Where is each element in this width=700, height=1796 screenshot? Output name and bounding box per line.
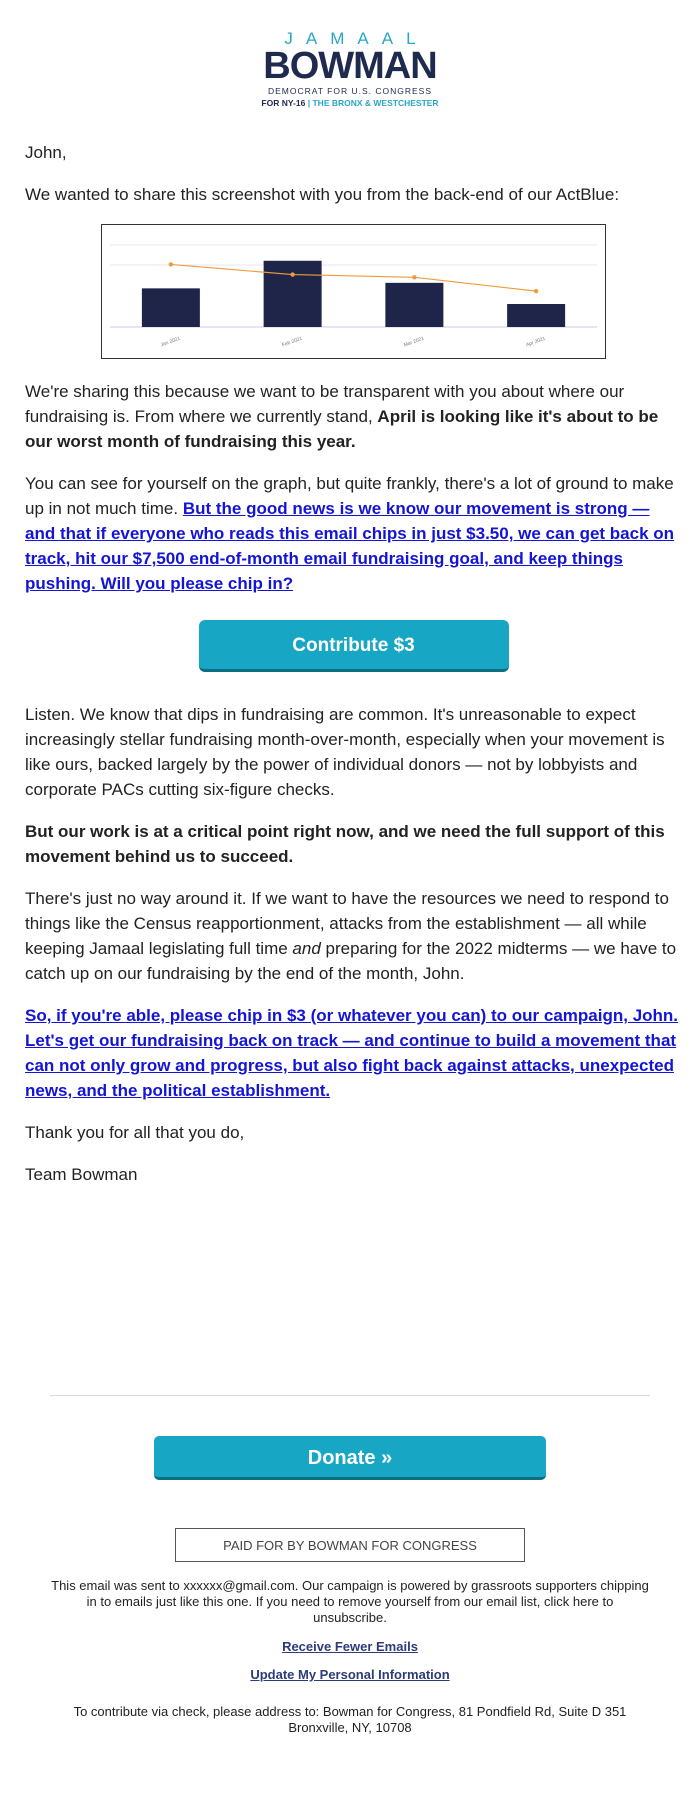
chart-bar	[507, 304, 565, 327]
intro-paragraph: We wanted to share this screenshot with you from the back-end of our ActBlue:	[25, 185, 620, 204]
chart-line-point	[412, 275, 416, 279]
email-footer	[0, 1395, 700, 1736]
closing-thanks: Thank you for all that you do,	[25, 1123, 245, 1142]
greeting: John,	[25, 143, 67, 162]
logo-district-a: FOR NY-16	[261, 97, 306, 108]
chart-bar	[264, 261, 322, 327]
paid-for-wrap	[0, 1528, 700, 1562]
chart-bar	[385, 283, 443, 327]
logo-first-name: JAMAAL	[284, 29, 429, 48]
paragraph-resources-em: and	[292, 939, 321, 958]
chart-bar	[142, 288, 200, 327]
signature: Team Bowman	[25, 1165, 138, 1184]
logo-district-sep: |	[307, 97, 311, 108]
chart-line-point	[534, 289, 538, 293]
chip-in-campaign-link[interactable]: So, if you're able, please chip in $3 (or whatever you can) to our campaign, John. Let's get our fundraising back on track — and continue to build a movement that can not only grow and progress, but also fight back against attacks, unexpected news, and the political establishment.	[25, 1006, 679, 1100]
address-line-1: To contribute via check, please address to: Bowman for Congress, 81 Pondfield Rd, Suite D 351	[73, 1704, 627, 1719]
logo-subtitle: DEMOCRAT FOR U.S. CONGRESS	[267, 86, 433, 96]
paragraph-critical: But our work is at a critical point right now, and we need the full support of this movement behind us to succeed.	[25, 822, 665, 866]
paragraph-resources-b: preparing for the 2022 midterms — we have to catch up on our fundraising by the end of the month, John.	[25, 939, 677, 983]
header-logo-area	[0, 30, 700, 111]
mailing-address	[40, 1704, 660, 1736]
cta-wrap	[25, 620, 682, 672]
chart-line-point	[169, 262, 173, 266]
receive-fewer-emails-link[interactable]: Receive Fewer Emails	[282, 1639, 418, 1654]
paragraph-listen: Listen. We know that dips in fundraising are common. It's unreasonable to expect increasingly stellar fundraising month-over-month, especially when your movement is like ours, backed largely by the power of individual donors — not by lobbyists and corporate PACs cutting six-figure checks.	[25, 705, 665, 799]
paragraph-graph	[25, 471, 682, 596]
logo-district-b: THE BRONX & WESTCHESTER	[312, 97, 439, 108]
fewer-emails-wrap	[0, 1639, 700, 1654]
chip-in-link[interactable]: But the good news is we know our movement is strong — and that if everyone who reads this email chips in just $3.50, we can get back on track, hit our $7,500 end-of-month email fundraising goal, and keep things pushing. Will you please chip in?	[25, 499, 675, 593]
update-info-wrap	[0, 1667, 700, 1682]
donate-wrap	[0, 1436, 700, 1480]
paragraph-chip-in	[25, 1003, 682, 1103]
chart-series-line	[171, 264, 536, 291]
paid-for-box: PAID FOR BY BOWMAN FOR CONGRESS	[175, 1528, 525, 1562]
footer-divider	[50, 1395, 650, 1396]
contribute-button[interactable]: Contribute $3	[199, 620, 509, 672]
paragraph-resources	[25, 886, 682, 986]
paragraph-transparency-text: We're sharing this because we want to be transparent with you about where our fundraising is. From where we currently stand,	[25, 382, 625, 426]
chart-x-tick-label: Jan 2021	[159, 335, 182, 349]
chart-line-point	[290, 272, 294, 276]
paragraph-resources-a: There's just no way around it. If we want to have the resources we need to respond to things like the Census reapportionment, attacks from the establishment — all while keeping Jamaal legislating full time	[25, 889, 669, 958]
fundraising-chart	[101, 224, 606, 359]
update-personal-info-link[interactable]: Update My Personal Information	[250, 1667, 450, 1682]
chart-svg	[102, 225, 605, 358]
paragraph-transparency-bold: April is looking like it's about to be our worst month of fundraising this year.	[25, 407, 659, 451]
chart-x-tick-label: Feb 2021	[281, 335, 304, 349]
paragraph-transparency	[25, 379, 682, 454]
logo-last-name: BOWMAN	[263, 45, 437, 87]
fine-print: This email was sent to xxxxxx@gmail.com. Our campaign is powered by grassroots supporters chipping in to emails just like this one. If you need to remove yourself from our email list, click here to unsubscribe.	[51, 1578, 649, 1625]
campaign-logo	[261, 30, 438, 107]
chart-x-tick-label: Apr 2021	[525, 335, 547, 349]
donate-button[interactable]: Donate »	[154, 1436, 546, 1480]
logo-district	[261, 99, 438, 108]
email-body	[25, 140, 682, 1204]
address-line-2: Bronxville, NY, 10708	[288, 1720, 412, 1735]
paragraph-graph-text: You can see for yourself on the graph, but quite frankly, there's a lot of ground to make up in not much time.	[25, 474, 674, 518]
chart-x-tick-label: Mar 2021	[403, 335, 425, 349]
